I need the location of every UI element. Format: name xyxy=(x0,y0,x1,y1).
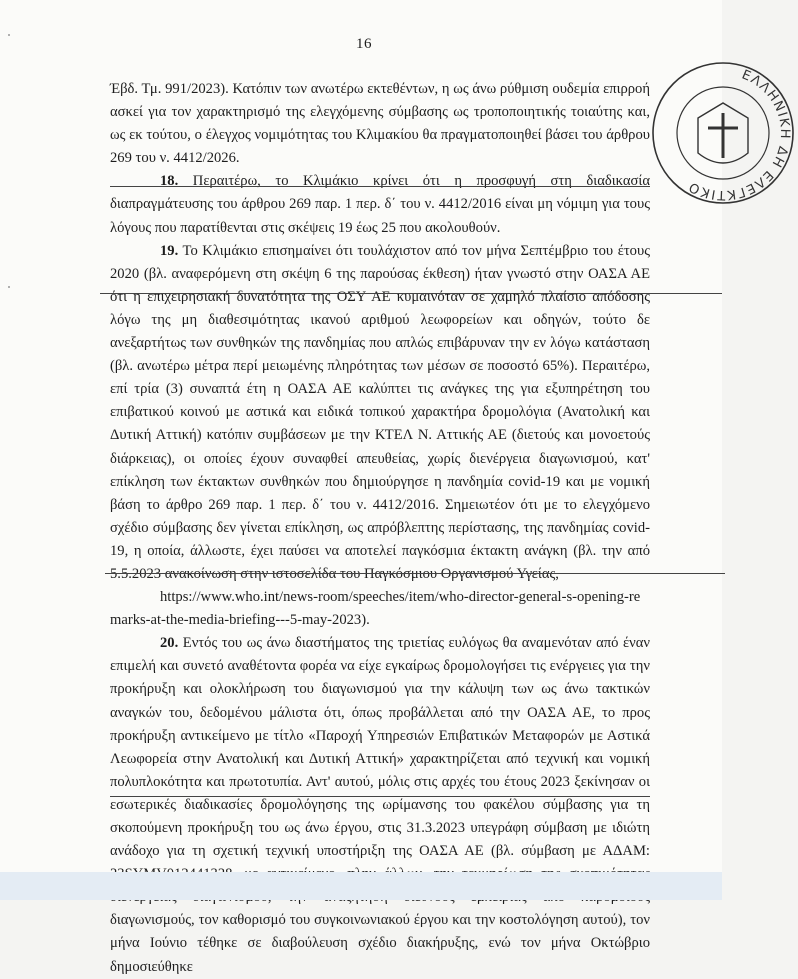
paragraph-number: 19. xyxy=(160,242,179,259)
paragraph-text: Εντός του ως άνω διαστήματος της τριετίας ευλόγως θα αναμενόταν από έναν επιμελή και συνετό αναθέτοντα φορέα να είχε εγκαίρως δρομολογήσει τις ενέργειες για την προκήρυξη και ολοκλήρωση του διαγωνισμού για την κάλυψη των ως άνω τακτικών αναγκών του, δεδομένου μάλιστα ότι, όπως προβάλλεται από την ΟΑΣΑ ΑΕ, το προς προκήρυξη αντικείμενο με τίτλο «Παροχή Υπηρεσιών Επιβατικών Μεταφορών με Αστικά Λεωφορεία στην Ανατολική και Δυτική Αττική» χαρακτηρίζεται από τεχνική και νομική πολυπλοκότητα και πρωτοτυπία. Αντ' αυτού, μόλις στις αρχές του έτους 2023 ξεκίνησαν οι εσωτερικές διαδικασίες δρομολόγησης της ωρίμανσης του φακέλου σύμβασης για τη σκοπούμενη προκήρυξη του ως άνω έργου, στις 31.3.2023 υπεγράφη σύμβαση με ιδιώτη ανάδοχο για τη σχετική τεχνική υποστήριξη της ΟΑΣΑ ΑΕ (βλ. σύμβαση με ΑΔΑΜ: διαγωνισμούς, τον καθορισμό του συγκοινωνιακού έργου και την κοστολόγηση αυτού), τον μήνα Ιούνιο τέθηκε σε διαβούλευση σχέδιο διακήρυξης, ενώ τον μήνα Οκτώβριο δημοσιεύθηκε xyxy=(110,635,650,975)
paragraph-text: Περαιτέρω, το Κλιμάκιο κρίνει ότι η προσφυγή στη διαδικασία διαπραγμάτευσης του άρθρου 269 παρ. 1 περ. δ΄ του ν. 4412/2016 είναι μη νόμιμη για τους λόγους που παρατίθενται στις σκέψεις 19 έως 25 που ακολουθούν. xyxy=(110,173,650,236)
scan-speck xyxy=(8,286,10,288)
paragraph-18 xyxy=(110,170,650,239)
paragraph-text: Έβδ. Τμ. 991/2023). Κατόπιν των ανωτέρω εκτεθέντων, η ως άνω ρύθμιση ουδεμία επιρροή ασκεί για τον χαρακτηρισμό της ελεγχόμενης σύμβασης ως τροποποιητικής τοιαύτης και, ως εκ τούτου, ο έλεγχος νομιμότητας του Κλιμακίου θα πραγματοποιηθεί βάσει του άρθρου 269 του ν. 4412/2026. xyxy=(110,81,650,167)
who-url: https://www.who.int/news-room/speeches/item/who-director-general-s-opening-remarks-at-the-media-briefing---5-may-2023). xyxy=(110,589,641,629)
viewer-bottom-bar xyxy=(0,872,722,900)
paragraph-20 xyxy=(110,632,650,978)
svg-text:ΕΛΛΗΝΙΚΗ ΔΗ ΕΛΕΓΚΤΙΚΟ: ΕΛΛΗΝΙΚΗ ΔΗ ΕΛΕΓΚΤΙΚΟ xyxy=(685,67,793,203)
court-seal xyxy=(648,58,798,208)
scan-line xyxy=(105,573,725,574)
paragraph-continuation xyxy=(110,78,650,170)
paragraph-number: 20. xyxy=(160,635,179,652)
paragraph-number: 18. xyxy=(160,173,179,190)
scan-line xyxy=(110,796,650,797)
document-body xyxy=(110,78,650,979)
paragraph-text: Το Κλιμάκιο επισημαίνει ότι τουλάχιστον από τον μήνα Σεπτέμβριο του έτους 2020 (βλ. αναφερόμενη στη σκέψη 6 της παρούσας έκθεση) ήταν γνωστό στην ΟΑΣΑ ΑΕ ότι η επιχειρησιακή δυνατότητα της ΟΣΥ ΑΕ κυμαινόταν σε χαμηλό πλαίσιο απόδοσης λόγω της μη διαθεσιμότητας ικανού αριθμού λεωφορείων και οδηγών, τούτο δε ανεξαρτήτως των συνθηκών της πανδημίας που απλώς επιβάρυναν την εν λόγω κατάσταση (βλ. ανωτέρω μέτρα περί μειωμένης πληρότητας των μέσων σε ποσοστό 65%). Περαιτέρω, επί τρία (3) συναπτά έτη η ΟΑΣΑ ΑΕ καλύπτει τις ανάγκες της για εξυπηρέτηση του επιβατικού κοινού με αστικά και ειδικά τοπικού χαρακτήρα δρομολόγια (Ανατολική και Δυτική Αττική) κατόπιν συμβάσεων με την ΚΤΕΛ Ν. Αττικής ΑΕ (διετούς και μονοετούς διάρκειας), οι οποίες έχουν συναφθεί απευθείας, χωρίς διενέργεια διαγωνισμού, κατ' επίκληση των έκτακτων συνθηκών που δημιούργησε η πανδημία covid-19 και με νομική βάση το άρθρο 269 παρ. 1 περ. δ΄ του ν. 4412/2016. Σημειωτέον ότι με το ελεγχόμενο σχέδιο σύμβασης δεν γίνεται επίκληση, ως απρόβλεπτης περίστασης, της πανδημίας covid-19, η οποία, άλλωστε, έχει παύσει να αποτελεί παγκόσμια έκτακτη ανάγκη (βλ. την από 5.5.2023 ανακοίνωση στην ιστοσελίδα του Παγκόσμιου Οργανισμού Υγείας, xyxy=(110,242,650,582)
scan-speck xyxy=(8,34,10,36)
page-number: 16 xyxy=(356,36,372,52)
scan-line xyxy=(110,186,650,187)
scan-line xyxy=(100,293,722,294)
